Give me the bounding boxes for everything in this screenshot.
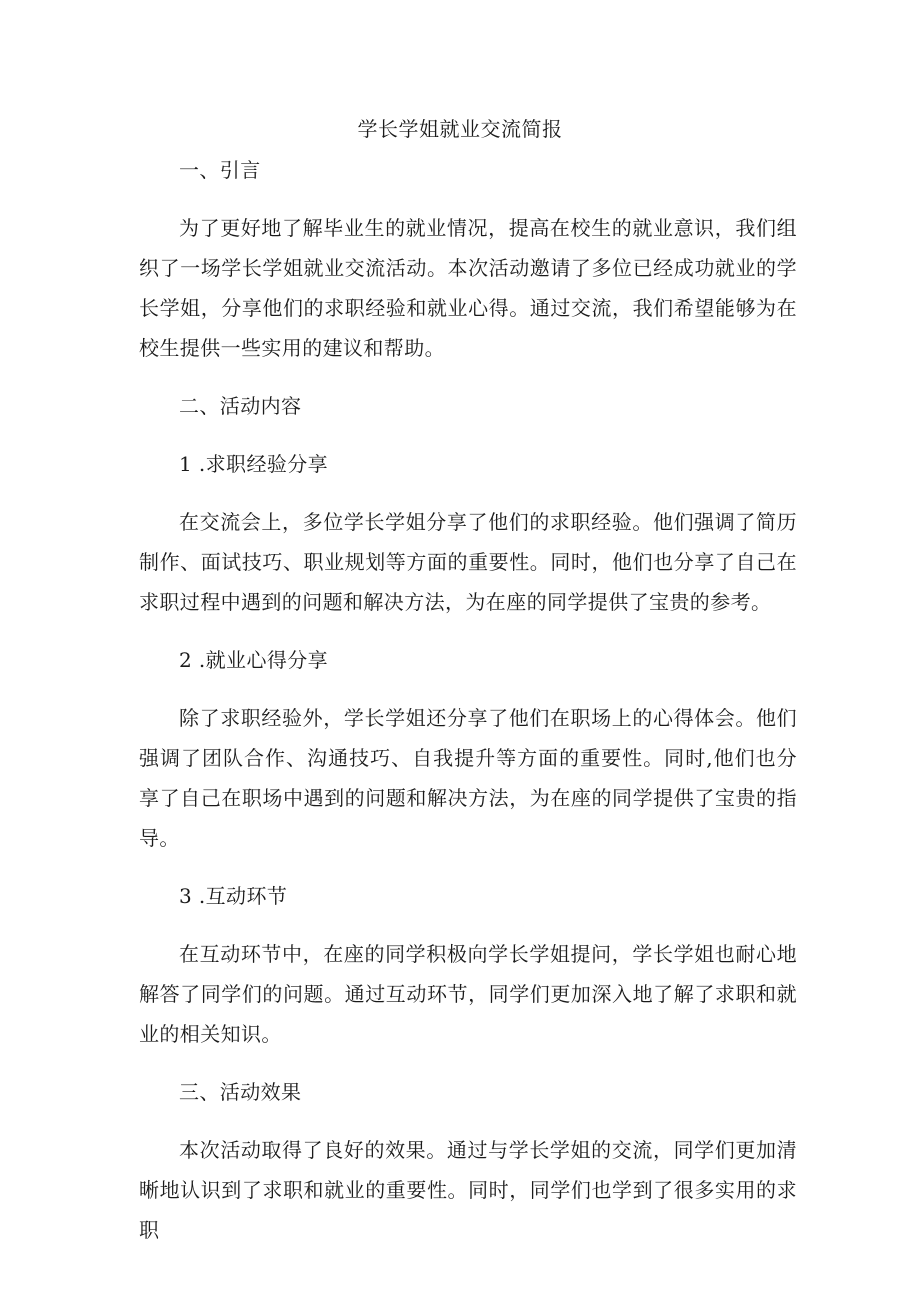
paragraph-work-insights: 除了求职经验外，学长学姐还分享了他们在职场上的心得体会。他们强调了团队合作、沟通技巧、自我提升等方面的重要性。同时,他们也分享了自己在职场中遇到的问题和解决方法，为在座的同学提供了宝贵的指导。	[139, 706, 797, 850]
paragraph-job-experience: 在交流会上，多位学长学姐分享了他们的求职经验。他们强调了简历制作、面试技巧、职业规划等方面的重要性。同时，他们也分享了自己在求职过程中遇到的问题和解决方法，为在座的同学提供了宝贵的参考。	[139, 510, 797, 614]
subheading-job-experience: 1 .求职经验分享	[179, 452, 329, 476]
subheading-interaction: 3 .互动环节	[179, 884, 288, 908]
paragraph-interaction: 在互动环节中，在座的同学积极向学长学姐提问，学长学姐也耐心地解答了同学们的问题。通过互动环节，同学们更加深入地了解了求职和就业的相关知识。	[139, 942, 797, 1046]
heading-activity-content: 二、活动内容	[179, 394, 302, 418]
subheading-work-insights: 2 .就业心得分享	[179, 648, 329, 672]
paragraph-activity-effect: 本次活动取得了良好的效果。通过与学长学姐的交流，同学们更加清晰地认识到了求职和就业的重要性。同时，同学们也学到了很多实用的求职	[139, 1138, 797, 1242]
paragraph-introduction: 为了更好地了解毕业生的就业情况，提高在校生的就业意识，我们组织了一场学长学姐就业交流活动。本次活动邀请了多位已经成功就业的学长学姐，分享他们的求职经验和就业心得。通过交流，我们希望能够为在校生提供一些实用的建议和帮助。	[139, 216, 797, 360]
heading-introduction: 一、引言	[179, 158, 261, 182]
document-title: 学长学姐就业交流简报	[357, 117, 563, 141]
heading-activity-effect: 三、活动效果	[179, 1080, 302, 1104]
document-body	[139, 150, 797, 1250]
